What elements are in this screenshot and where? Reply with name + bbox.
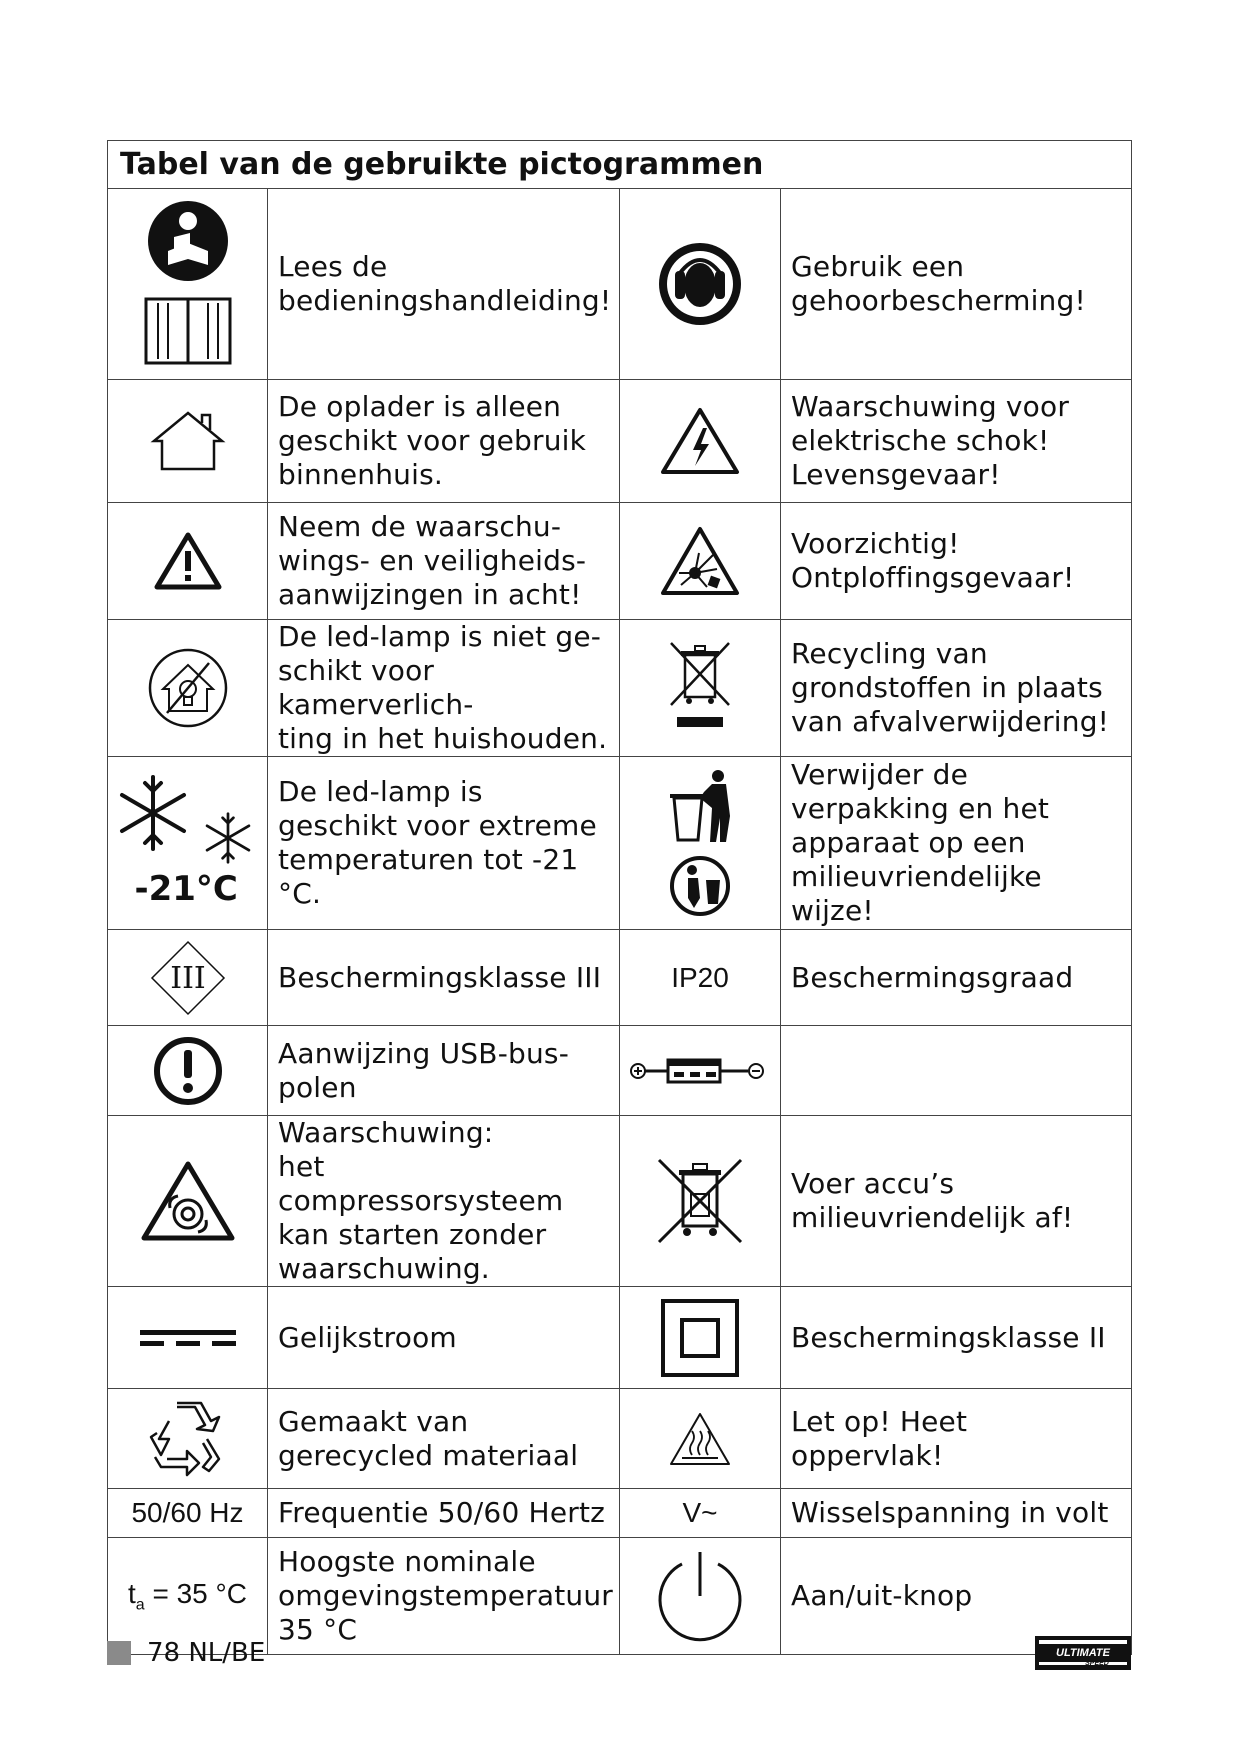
- pictogram-description: Aanwijzing USB-bus-polen: [268, 1026, 620, 1116]
- pictogram-description: Voorzichtig! Ontploffingsgevaar!: [781, 503, 1132, 620]
- pictogram-description: Lees de bedieningshandleiding!: [268, 189, 620, 380]
- icon-cell: [108, 1116, 268, 1287]
- hot-surface-icon: [668, 1411, 732, 1467]
- icon-cell: [108, 1287, 268, 1389]
- pictogram-description: Frequentie 50/60 Hertz: [268, 1489, 620, 1538]
- icon-cell: [620, 620, 781, 757]
- read-manual-icon: [138, 199, 238, 369]
- pictogram-description: Gemaakt van gerecycled materiaal: [268, 1389, 620, 1489]
- pictogram-table: [107, 140, 1132, 1655]
- pictogram-description: Let op! Heet oppervlak!: [781, 1389, 1132, 1489]
- exclamation-circle-icon: [153, 1036, 223, 1106]
- pictogram-description: Neem de waarschu- wings- en veiligheids- aanwijzingen in acht!: [268, 503, 620, 620]
- explosion-warning-icon: [659, 525, 741, 597]
- table-title: Tabel van de gebruikte pictogrammen: [108, 141, 1132, 189]
- icon-cell: [620, 1287, 781, 1389]
- symbol-value: = 35 °C: [144, 1577, 247, 1609]
- pictogram-description: De led-lamp is niet ge- schikt voor kamerverlich- ting in het huishouden.: [268, 620, 620, 757]
- svg-text:ULTIMATE: ULTIMATE: [1056, 1647, 1110, 1659]
- usb-polarity-icon: [630, 1056, 770, 1086]
- symbol-sub-a: a: [135, 1596, 145, 1614]
- pictogram-description: Waarschuwing voor elektrische schok! Levensgevaar!: [781, 380, 1132, 503]
- ip-rating-symbol: IP20: [620, 930, 781, 1026]
- icon-cell: [620, 503, 781, 620]
- electric-shock-warning-icon: [659, 406, 741, 476]
- pictogram-description: Verwijder de verpakking en het apparaat op een milieuvriendelijke wijze!: [781, 757, 1132, 930]
- power-button-icon: [654, 1550, 746, 1642]
- pictogram-description: Gebruik een gehoorbescherming!: [781, 189, 1132, 380]
- compressor-start-warning-icon: [140, 1160, 236, 1242]
- hearing-protection-icon: [657, 241, 743, 327]
- page-footer: [107, 1638, 265, 1668]
- icon-cell: [108, 1389, 268, 1489]
- icon-cell: [108, 1026, 268, 1116]
- frequency-symbol: 50/60 Hz: [108, 1489, 268, 1538]
- snowflake-icon: [113, 773, 193, 853]
- general-warning-icon: [153, 531, 223, 591]
- icon-cell: [620, 1538, 781, 1655]
- icon-cell: [620, 1026, 781, 1116]
- pictogram-description: [781, 1026, 1132, 1116]
- small-snowflake-icon: [201, 811, 255, 865]
- crossed-bin-battery-icon: [655, 1156, 745, 1246]
- not-for-household-lighting-icon: [147, 647, 229, 729]
- indoor-house-icon: [150, 409, 226, 473]
- pictogram-description: Wisselspanning in volt: [781, 1489, 1132, 1538]
- icon-cell: [620, 757, 781, 930]
- icon-cell: [620, 380, 781, 503]
- footer-marker: [107, 1641, 131, 1665]
- symbol-t: t: [128, 1577, 136, 1609]
- icon-cell: [620, 1389, 781, 1489]
- direct-current-icon: [138, 1328, 238, 1348]
- icon-cell: [108, 757, 268, 930]
- pictogram-description: Aan/uit-knop: [781, 1538, 1132, 1655]
- icon-cell: [108, 380, 268, 503]
- temperature-label: -21°C: [134, 869, 238, 909]
- svg-text:SPEED: SPEED: [1085, 1660, 1109, 1667]
- crossed-bin-icon: [667, 641, 733, 735]
- icon-cell: [620, 1116, 781, 1287]
- pictogram-description: Beschermingsklasse II: [781, 1287, 1132, 1389]
- page-number: 78 NL/BE: [147, 1638, 266, 1668]
- icon-cell: [108, 189, 268, 380]
- pictogram-description: Beschermingsgraad: [781, 930, 1132, 1026]
- protection-class-3-icon: [150, 940, 226, 1016]
- pictogram-description: Beschermingsklasse III: [268, 930, 620, 1026]
- pictogram-description: Voer accu’s milieuvriendelijk af!: [781, 1116, 1132, 1287]
- icon-cell: [108, 930, 268, 1026]
- ambient-temperature-symbol: [108, 1538, 268, 1655]
- pictogram-description: Waarschuwing: het compressorsysteem kan starten zonder waarschuwing.: [268, 1116, 620, 1287]
- dispose-packaging-icon: [660, 768, 740, 918]
- icon-cell: [108, 503, 268, 620]
- protection-class-2-icon: [660, 1298, 740, 1378]
- brand-logo: [1035, 1636, 1131, 1670]
- pictogram-description: Hoogste nominale omgevingstemperatuur 35 °C: [268, 1538, 620, 1655]
- ac-voltage-symbol: V~: [620, 1489, 781, 1538]
- pictogram-description: De led-lamp is geschikt voor extreme temperaturen tot -21 °C.: [268, 757, 620, 930]
- pictogram-description: Recycling van grondstoffen in plaats van afvalverwijdering!: [781, 620, 1132, 757]
- pictogram-description: De oplader is alleen geschikt voor gebruik binnenhuis.: [268, 380, 620, 503]
- recycle-icon: [147, 1401, 229, 1477]
- svg-text:III: III: [169, 960, 206, 996]
- pictogram-description: Gelijkstroom: [268, 1287, 620, 1389]
- icon-cell: [620, 189, 781, 380]
- icon-cell: [108, 620, 268, 757]
